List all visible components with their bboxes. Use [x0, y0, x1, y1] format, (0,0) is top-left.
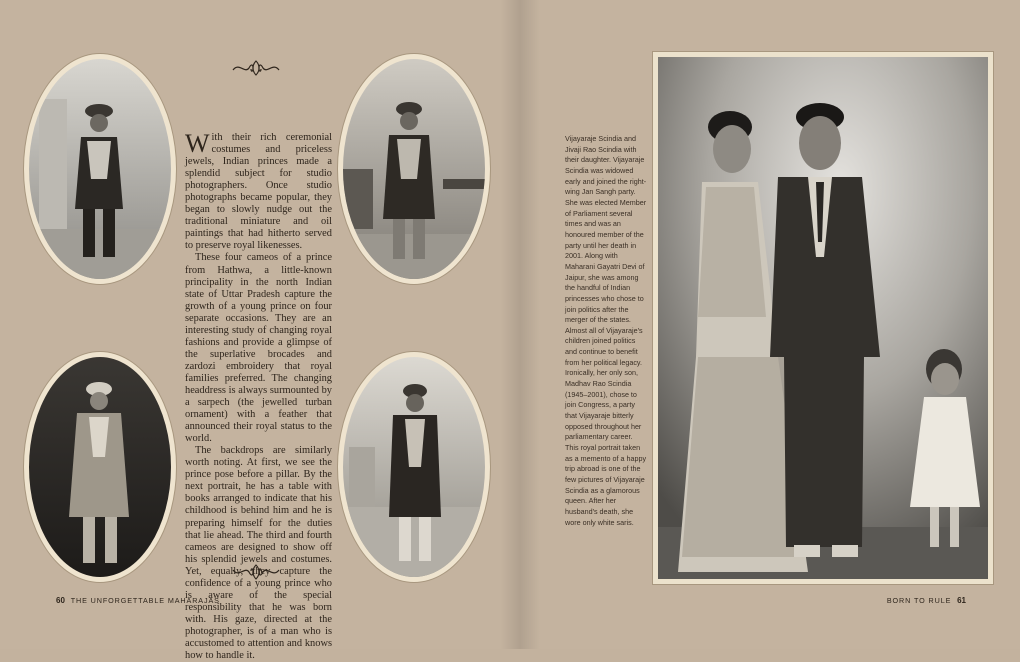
article-body: [185, 129, 332, 662]
prince-portrait-3: [24, 352, 176, 582]
royal-family-portrait: [653, 52, 993, 584]
left-page-number: 60: [56, 596, 65, 605]
prince-portrait-1: [24, 54, 176, 284]
paragraph-text: ith their rich ceremonial costumes and priceless jewels, Indian princes made a splendid subject for studio photographers. Once studio photographs became popular, they began to slowly nudge out the traditional miniature and oil paintings that had hitherto served to preserve royal likenesses.: [185, 132, 332, 252]
paragraph: The backdrops are similarly worth noting. At first, we see the prince pose before a pillar. By the next portrait, he has a table with books arranged to indicate that his childhood is behind him and he is preparing himself for the duties that lie ahead. The third and fourth cameos are designed to show off his splendid jewels and costumes. Yet, equally, they capture the confidence of a young prince who is aware of the special responsibility that he was born with. His gaze, directed at the photographer, is of a man who is accustomed to attention and knows how to handle it.: [185, 445, 332, 662]
prince-portrait-2: [338, 54, 490, 284]
left-folio: [56, 596, 220, 605]
right-folio: [887, 596, 966, 605]
paragraph: These four cameos of a prince from Hathwa, a little-known principality in the north Indian state of Uttar Pradesh capture the growth of a young prince on four separate occasions. They are an interesting study of changing royal fashions and provide a glimpse of the superlative brocades and zardozi embroidery that royal families preferred. The changing headdress is always surmounted by a sarpech (the jewelled turban ornament) with a feather that announced their royal status to the world.: [185, 252, 332, 445]
paragraph: [185, 129, 332, 252]
scroll-flourish-icon: [231, 58, 281, 78]
left-running-head: THE UNFORGETTABLE MAHARAJAS: [70, 596, 220, 605]
right-running-head: BORN TO RULE: [886, 596, 952, 605]
right-page-number: 61: [957, 596, 966, 605]
drop-cap: W: [185, 129, 210, 158]
book-gutter: [500, 0, 540, 649]
photo-caption: Vijayaraje Scindia and Jivaji Rao Scindia with their daughter. Vijayaraje Scindia was widowed early and joined the right-wing Jan Sangh party. She was elected Member of Parliament several times and was an honoured member of the party until her death in 2001. Along with Maharani Gayatri Devi of Jaipur, she was among the handful of Indian princesses who chose to join politics after the merger of the states. Almost all of Vijayaraje's children joined politics and continue to benefit from her political legacy. Ironically, her only son, Madhav Rao Scindia (1945–2001), chose to join Congress, a party that Vijayaraje bitterly opposed throughout her parliamentary career. This royal portrait taken as a memento of a happy trip abroad is one of the few pictures of Vijayaraje Scindia as a glamorous queen. After her husband's death, she wore only white saris.: [565, 134, 647, 527]
prince-portrait-4: [338, 352, 490, 582]
